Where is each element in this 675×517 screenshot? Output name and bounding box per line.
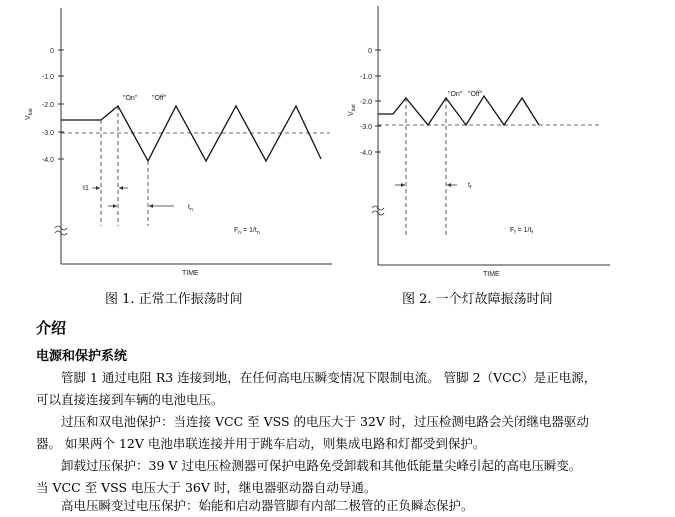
formula: $F_f = 1/t_f$ <box>510 227 533 236</box>
figure-2-plot <box>340 0 675 290</box>
paragraph-line: 当 VCC 至 VSS 电压大于 36V 时，继电器驱动器自动导通。 <box>36 480 377 495</box>
figure-2-caption: 图 2. 一个灯故障振荡时间 <box>402 292 553 307</box>
x-axis-label: TIME <box>182 270 199 277</box>
paragraph-line: 可以直接连接到车辆的电池电压。 <box>36 392 224 407</box>
off-label: "Off" <box>152 95 167 102</box>
on-label: "On" <box>448 91 463 98</box>
x-axis-label: TIME <box>483 271 500 278</box>
paragraph-line: 卸载过压保护：39 V 过电压检测器可保护电路免受卸载和其他低能量尖峰引起的高电压瞬变。 <box>36 458 582 473</box>
tf-label: $t_f$ <box>468 182 472 191</box>
paragraph-line: 器。 如果两个 12V 电池串联连接并用于跳车启动，则集成电路和灯都受到保护。 <box>36 436 486 451</box>
t1-label: t1 <box>83 185 89 192</box>
tn-label: $t_n$ <box>188 204 193 213</box>
off-label: "Off" <box>468 91 483 98</box>
on-label: "On" <box>123 95 138 102</box>
tick-label: -1.0 <box>359 74 372 81</box>
tick-label: -3.0 <box>359 124 372 131</box>
figure-1 <box>0 0 340 290</box>
tick-label: -1.0 <box>41 74 54 81</box>
tick-label: -4.0 <box>41 157 54 164</box>
y-axis-label: $V_{bat}$ <box>348 104 357 116</box>
section-title: 介绍 <box>36 319 67 337</box>
figure-1-plot <box>0 0 340 290</box>
waveform <box>378 96 539 125</box>
formula: $F_n = 1/t_n$ <box>234 227 260 236</box>
subsection-title: 电源和保护系统 <box>36 349 128 364</box>
figure-2 <box>340 0 675 290</box>
tick-label: -4.0 <box>359 150 372 157</box>
y-axis-label: $V_{bat}$ <box>25 108 34 120</box>
tick-label: -3.0 <box>41 130 54 137</box>
paragraph-line: 高电压瞬变过电压保护：始能和启动器管脚有内部二极管的正负瞬态保护。 <box>36 498 474 513</box>
tick-label: 0 <box>368 48 372 55</box>
paragraph-line: 过压和双电池保护：当连接 VCC 至 VSS 的电压大于 32V 时，过压检测电路会关闭继电器驱动 <box>36 414 589 429</box>
tick-label: 0 <box>50 48 54 55</box>
figure-1-caption: 图 1. 正常工作振荡时间 <box>105 292 243 307</box>
waveform <box>61 106 321 161</box>
tick-label: -2.0 <box>359 99 372 106</box>
paragraph-line: 管脚 1 通过电阻 R3 连接到地，在任何高电压瞬变情况下限制电流。 管脚 2（VCC）是正电源， <box>36 370 597 385</box>
tick-label: -2.0 <box>41 102 54 109</box>
